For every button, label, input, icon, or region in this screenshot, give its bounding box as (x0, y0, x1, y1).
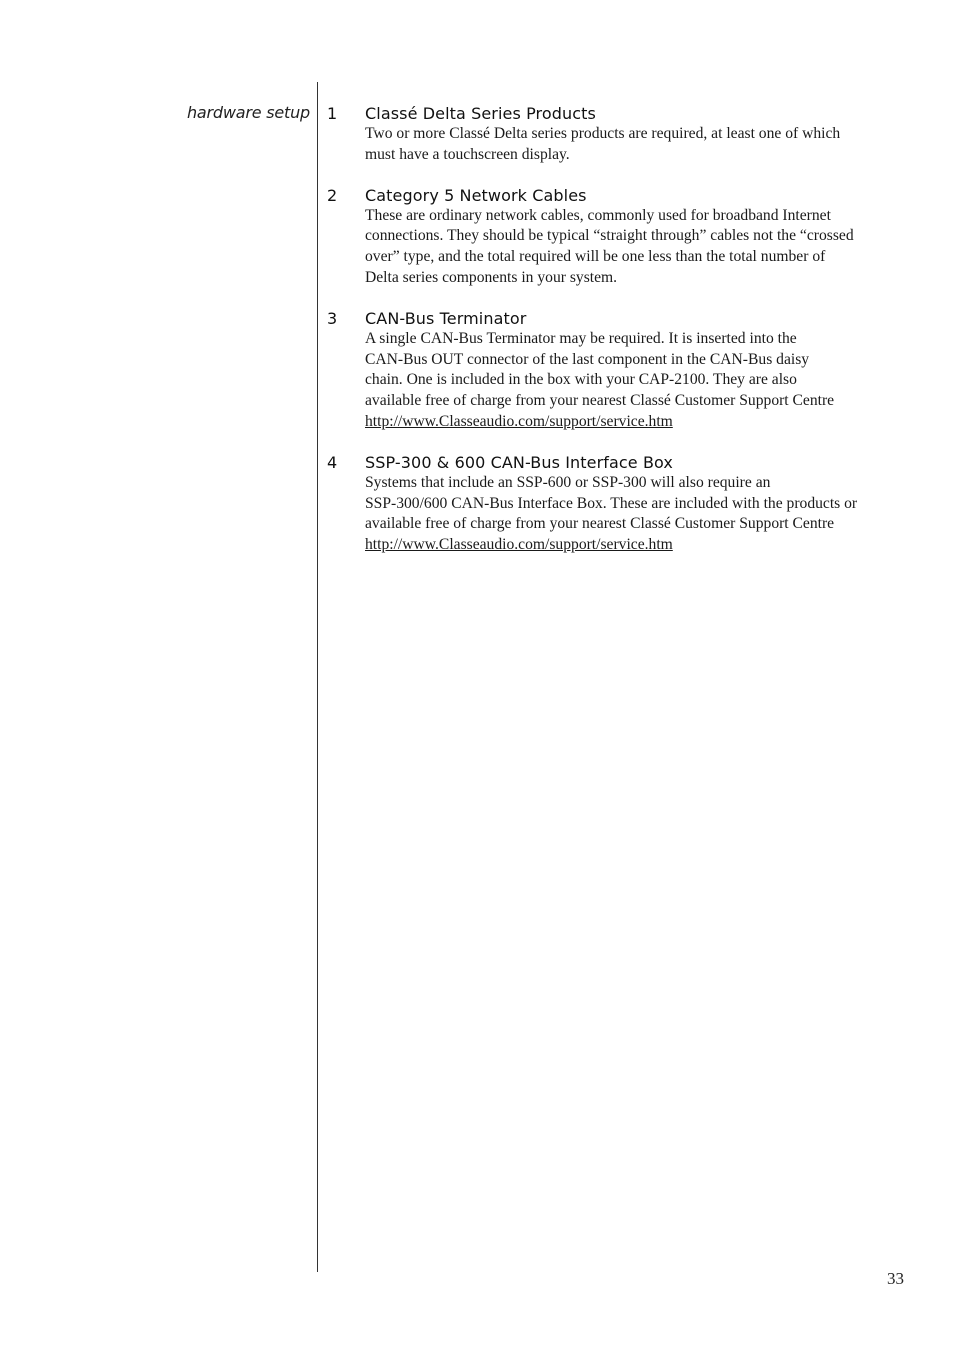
list-item (327, 453, 887, 556)
item-body (365, 329, 885, 433)
item-number: 3 (327, 308, 338, 328)
item-number: 1 (327, 104, 338, 123)
item-number: 4 (327, 452, 338, 472)
item-body (365, 124, 885, 166)
section-label: hardware setup (186, 103, 310, 122)
body-line: Delta series components in your system. (365, 268, 618, 286)
body-line: chain. One is included in the box with your CAP-2100. They are also (365, 371, 797, 389)
body-line: available free of charge from your nearest Classé Customer Support Centre (365, 515, 835, 533)
body-line: connections. They should be typical “straight through” cables not the “crossed (365, 227, 854, 245)
body-line: These are ordinary network cables, commonly used for broadband Internet (365, 206, 831, 224)
item-title: Category 5 Network Cables (365, 185, 587, 205)
vertical-divider (317, 82, 318, 1272)
list-item (327, 186, 887, 289)
body-line: over” type, and the total required will be one less than the total number of (365, 248, 826, 266)
support-link[interactable]: http://www.Classeaudio.com/support/service.htm (365, 536, 673, 554)
item-title: SSP-300 & 600 CAN-Bus Interface Box (365, 452, 673, 472)
list-item (327, 309, 887, 433)
body-line: A single CAN-Bus Terminator may be required. It is inserted into the (365, 329, 797, 347)
support-link[interactable]: http://www.Classeaudio.com/support/service.htm (365, 412, 673, 430)
body-line: CAN-Bus OUT connector of the last component in the CAN-Bus daisy (365, 350, 810, 368)
item-title: CAN-Bus Terminator (365, 308, 527, 328)
item-body (365, 473, 885, 556)
item-body (365, 206, 885, 289)
body-line: available free of charge from your nearest Classé Customer Support Centre (365, 392, 835, 410)
body-line: SSP-300/600 CAN-Bus Interface Box. These are included with the products or (365, 494, 858, 512)
requirements-list (327, 104, 887, 576)
item-number: 2 (327, 185, 338, 205)
body-line: Two or more Classé Delta series products are required, at least one of which (365, 125, 841, 142)
item-title: Classé Delta Series Products (365, 104, 596, 123)
body-line: must have a touchscreen display. (365, 145, 570, 163)
list-item (327, 104, 887, 166)
page-number: 33 (887, 1269, 904, 1288)
body-line: Systems that include an SSP-600 or SSP-300 will also require an (365, 473, 771, 491)
